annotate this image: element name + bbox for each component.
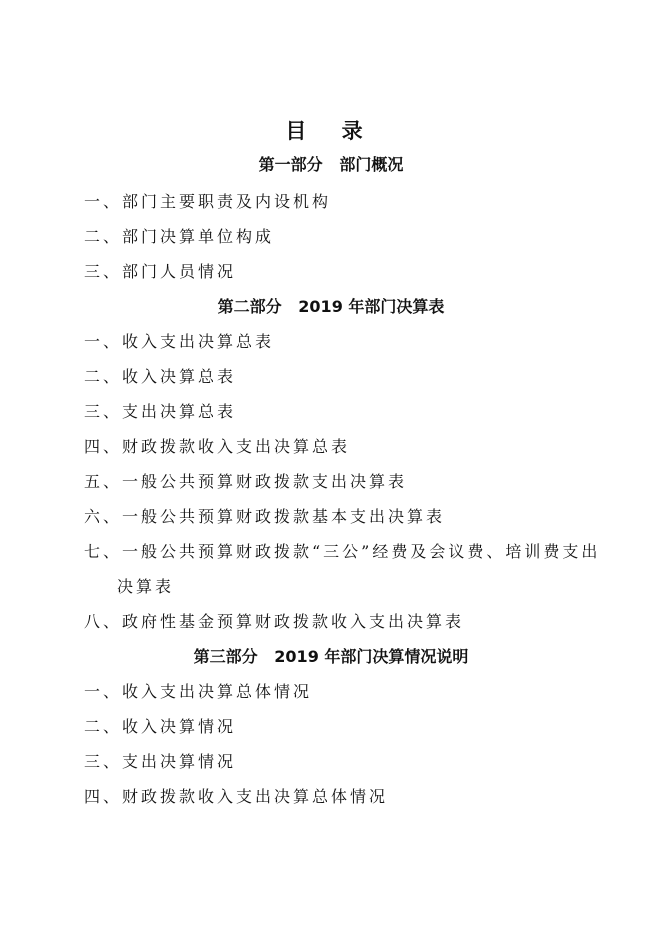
part3-item-4: 四、财政拨款收入支出决算总体情况 <box>84 787 389 806</box>
part2-item-4: 四、财政拨款收入支出决算总表 <box>84 437 351 456</box>
part3-heading: 第三部分 2019 年部门决算情况说明 <box>193 647 469 666</box>
part3-item-2: 二、收入决算情况 <box>84 717 237 736</box>
part2-item-6: 六、一般公共预算财政拨款基本支出决算表 <box>84 507 446 526</box>
part1-item-2: 二、部门决算单位构成 <box>84 227 275 246</box>
part2-item-3: 三、支出决算总表 <box>84 402 237 421</box>
part1-item-1: 一、部门主要职责及内设机构 <box>84 192 332 211</box>
part2-item-7-continued: 决算表 <box>117 577 175 596</box>
part2-item-8: 八、政府性基金预算财政拨款收入支出决算表 <box>84 612 465 631</box>
part2-item-2: 二、收入决算总表 <box>84 367 237 386</box>
part2-heading: 第二部分 2019 年部门决算表 <box>217 297 445 316</box>
part2-item-7: 七、一般公共预算财政拨款“三公”经费及会议费、培训费支出 <box>84 542 601 561</box>
part3-item-1: 一、收入支出决算总体情况 <box>84 682 313 701</box>
toc-title: 目 录 <box>285 119 377 143</box>
part3-item-3: 三、支出决算情况 <box>84 752 237 771</box>
part2-item-5: 五、一般公共预算财政拨款支出决算表 <box>84 472 408 491</box>
part2-item-1: 一、收入支出决算总表 <box>84 332 275 351</box>
part1-heading: 第一部分 部门概况 <box>258 155 404 174</box>
part1-item-3: 三、部门人员情况 <box>84 262 237 281</box>
